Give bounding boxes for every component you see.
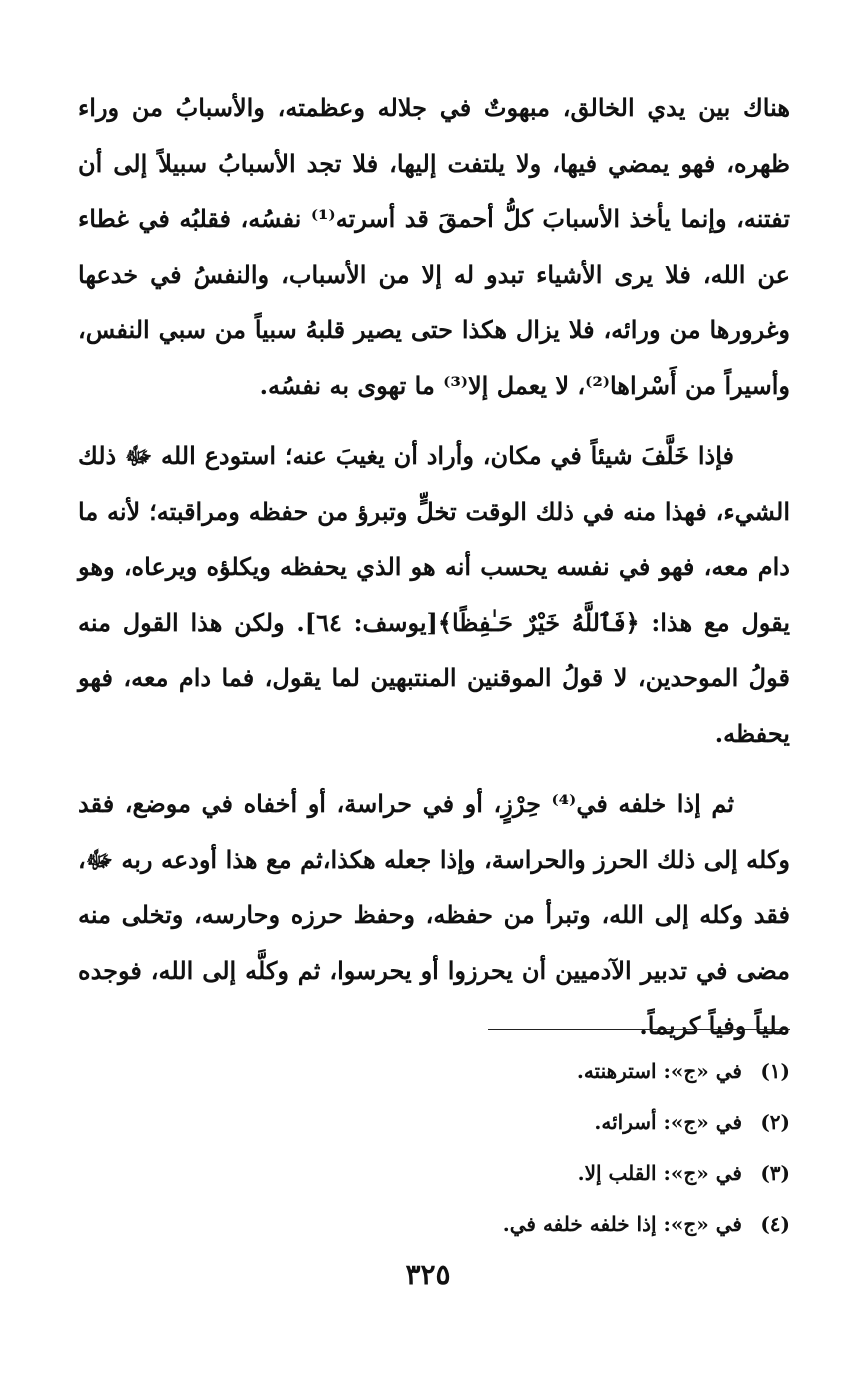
main-text [78,80,790,1054]
paragraph-1-text: هناك بين يدي الخالق، مبهوتٌ في جلاله وعظمته، والأسبابُ من وراء ظهره، فهو يمضي فيها، ولا يلتفت إليها، فلا تجد الأسبابُ سبيلاً إلى أن تفتنه، وإنما يأخذ الأسبابَ كلُّ أحمقَ قد أسرته⁽¹⁾ نفسُه، فقلبُه في غطاء عن الله، فلا يرى الأشياء تبدو له إلا من الأسباب، والنفسُ في خدعها وغرورها من ورائه، فلا يزال هكذا حتى يصير قلبهُ سبياً من سبي النفس، وأسيراً من أَسْراها⁽²⁾، لا يعمل إلا⁽³⁾ ما تهوى به نفسُه. [78,93,790,400]
footnote-text: في «ج»: القلب إلا. [577,1161,742,1185]
footnote-text: في «ج»: استرهنته. [576,1059,742,1083]
footnote-number: (٤) [760,1212,790,1236]
footnote-number: (٢) [760,1110,790,1134]
paragraph-2-text: فإذا خَلَّفَ شيئاً في مكان، وأراد أن يغيبَ عنه؛ استودع الله ﷻ ذلك الشيء، فهذا منه في ذلك الوقت تخلٍّ وتبرؤ من حفظه ومراقبته؛ لأنه ما دام معه، فهو في نفسه يحسب أنه هو الذي يحفظه ويكلؤه ويرعاه، وهو يقول مع هذا: ﴿فَٱللَّهُ خَيْرٌ حَـٰفِظًا﴾[يوسف: ٦٤]. ولكن هذا القول منه قولُ الموحدين، لا قولُ الموقنين المنتبهين لما يقول، فما دام معه، فهو يحفظه. [78,441,790,748]
paragraph-gap [78,761,790,776]
footnote-text: في «ج»: إذا خلفه خلفه في. [502,1212,742,1236]
paragraph-3 [78,776,790,1054]
paragraph-2 [78,428,790,761]
footnote-4 [190,1199,790,1250]
footnote-divider [488,1029,790,1030]
page-number: ٣٢٥ [405,1258,451,1291]
footnote-3 [190,1148,790,1199]
footnote-number: (٣) [760,1161,790,1185]
footnote-number: (١) [760,1059,790,1083]
footnote-2 [190,1097,790,1148]
paragraph-1 [78,80,790,413]
paragraph-gap [78,413,790,428]
footnote-text: في «ج»: أسرائه. [594,1110,742,1134]
footnote-1 [190,1046,790,1097]
paragraph-3-text: ثم إذا خلفه في⁽⁴⁾ حِرْزٍ، أو في حراسة، أو أخفاه في موضع، فقد وكله إلى ذلك الحرز والحراسة، وإذا جعله هكذا،ثم مع هذا أودعه ربه ﷻ، فقد وكله إلى الله، وتبرأ من حفظه، وحفظ حرزه وحارسه، وتخلى منه مضى في تدبير الآدميين أن يحرزوا أو يحرسوا، ثم وكلَّه إلى الله، فوجده ملياً وفياً كريماً. [78,789,790,1040]
footnotes [190,1046,790,1250]
